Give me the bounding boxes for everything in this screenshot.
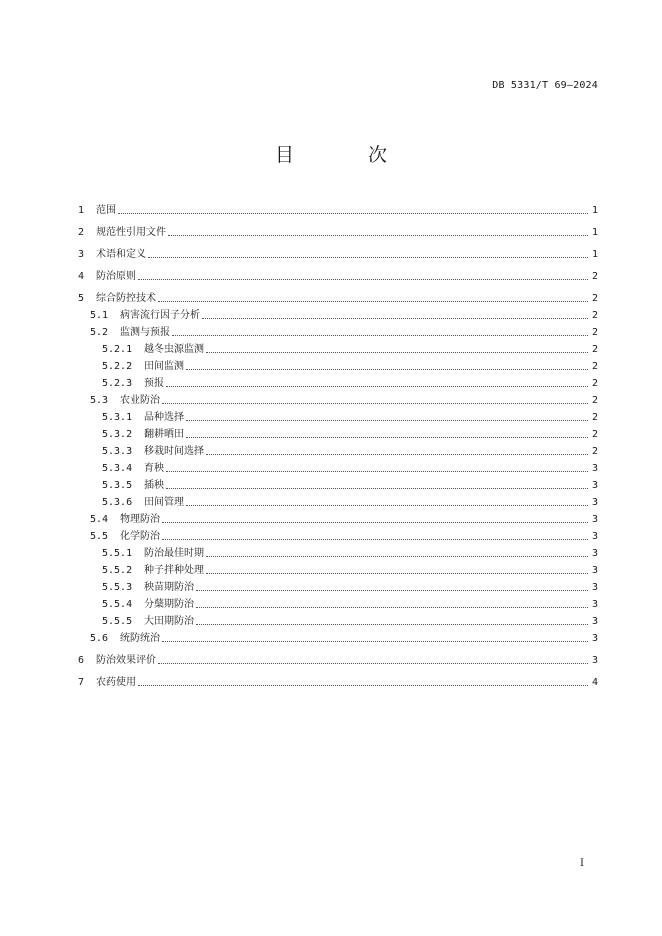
toc-entry-number: 5.5.1 (102, 548, 133, 559)
toc-entry[interactable] (78, 475, 598, 492)
dot-leader (148, 256, 588, 258)
toc-entry-label: 监测与预报 (120, 327, 170, 338)
toc-entry[interactable] (78, 628, 598, 645)
dot-leader (168, 234, 588, 236)
dot-leader (186, 368, 588, 370)
toc-entry-page: 2 (591, 271, 598, 282)
toc-entry[interactable] (78, 373, 598, 390)
dot-leader (206, 555, 588, 557)
toc-entry-number: 3 (78, 249, 85, 260)
toc-entry-number: 5.2.3 (102, 378, 133, 389)
toc-entry-number: 5.3.6 (102, 497, 133, 508)
dot-leader (138, 278, 588, 280)
toc-entry-number: 7 (78, 677, 85, 688)
toc-entry[interactable] (78, 424, 598, 441)
dot-leader (186, 419, 588, 421)
toc-entry-number: 5.5.5 (102, 616, 133, 627)
toc-entry-label: 术语和定义 (96, 249, 146, 260)
toc-entry-label: 防治最佳时期 (144, 548, 204, 559)
toc-entry-label: 综合防控技术 (96, 293, 156, 304)
toc-entry-label: 田间监测 (144, 361, 184, 372)
dot-leader (158, 300, 588, 302)
toc-entry-label: 范围 (96, 205, 116, 216)
toc-entry-page: 3 (591, 655, 598, 666)
dot-leader (206, 453, 588, 455)
toc-entry-label: 种子拌种处理 (144, 565, 204, 576)
dot-leader (158, 662, 588, 664)
toc-entry[interactable] (78, 407, 598, 424)
toc-entry[interactable] (78, 266, 598, 283)
toc-entry[interactable] (78, 222, 598, 239)
page-number: I (580, 858, 584, 869)
toc-entry-page: 3 (591, 463, 598, 474)
toc-entry[interactable] (78, 594, 598, 611)
toc-entry-page: 2 (591, 429, 598, 440)
toc-entry[interactable] (78, 650, 598, 667)
dot-leader (162, 402, 588, 404)
toc-entry-label: 统防统治 (120, 633, 160, 644)
toc-entry-label: 病害流行因子分析 (120, 310, 200, 321)
toc-entry-page: 1 (591, 205, 598, 216)
toc-entry[interactable] (78, 560, 598, 577)
toc-entry-page: 2 (591, 395, 598, 406)
toc-entry[interactable] (78, 543, 598, 560)
toc-entry[interactable] (78, 200, 598, 217)
dot-leader (186, 504, 588, 506)
toc-entry-number: 5.3.5 (102, 480, 133, 491)
toc-entry-page: 3 (591, 548, 598, 559)
toc-entry-page: 3 (591, 616, 598, 627)
toc-entry-page: 4 (591, 677, 598, 688)
toc-entry-page: 3 (591, 633, 598, 644)
toc-entry[interactable] (78, 356, 598, 373)
toc-entry[interactable] (78, 339, 598, 356)
toc-entry-number: 4 (78, 271, 85, 282)
toc-entry-number: 5.5.4 (102, 599, 133, 610)
dot-leader (166, 385, 588, 387)
toc-entry-page: 2 (591, 412, 598, 423)
dot-leader (196, 589, 588, 591)
toc-entry-number: 5.5 (90, 531, 109, 542)
toc-entry-page: 2 (591, 446, 598, 457)
toc-entry[interactable] (78, 526, 598, 543)
toc-entry[interactable] (78, 509, 598, 526)
toc-entry[interactable] (78, 441, 598, 458)
dot-leader (166, 487, 588, 489)
toc-entry-label: 翻耕晒田 (144, 429, 184, 440)
toc-entry-page: 3 (591, 599, 598, 610)
toc-entry-label: 大田期防治 (144, 616, 194, 627)
dot-leader (202, 317, 588, 319)
toc-entry-label: 预报 (144, 378, 164, 389)
toc-entry[interactable] (78, 577, 598, 594)
toc-entry-label: 农业防治 (120, 395, 160, 406)
toc-entry[interactable] (78, 458, 598, 475)
document-code: DB 5331/T 69—2024 (492, 80, 598, 91)
dot-leader (196, 623, 588, 625)
toc-entry-number: 1 (78, 205, 85, 216)
toc-entry-number: 5.2 (90, 327, 109, 338)
dot-leader (162, 640, 588, 642)
dot-leader (172, 334, 588, 336)
toc-entry-label: 防治原则 (96, 271, 136, 282)
toc-entry-number: 5 (78, 293, 85, 304)
toc-entry-label: 农药使用 (96, 677, 136, 688)
toc-entry-number: 5.3.3 (102, 446, 133, 457)
dot-leader (162, 521, 588, 523)
toc-entry-label: 移栽时间选择 (144, 446, 204, 457)
toc-entry-label: 秧苗期防治 (144, 582, 194, 593)
dot-leader (162, 538, 588, 540)
toc-entry-label: 育秧 (144, 463, 164, 474)
dot-leader (196, 606, 588, 608)
dot-leader (166, 470, 588, 472)
toc-entry-label: 分蘖期防治 (144, 599, 194, 610)
toc-entry-number: 2 (78, 227, 85, 238)
toc-entry-page: 2 (591, 310, 598, 321)
toc-entry-page: 3 (591, 531, 598, 542)
toc-entry-label: 品种选择 (144, 412, 184, 423)
toc-entry-page: 3 (591, 514, 598, 525)
toc-entry-label: 规范性引用文件 (96, 227, 166, 238)
toc-entry-page: 3 (591, 497, 598, 508)
toc-entry[interactable] (78, 244, 598, 261)
dot-leader (206, 351, 588, 353)
toc-entry-number: 5.3.2 (102, 429, 133, 440)
toc-entry-page: 2 (591, 293, 598, 304)
dot-leader (186, 436, 588, 438)
toc-entry-number: 6 (78, 655, 85, 666)
toc-entry-number: 5.4 (90, 514, 109, 525)
table-of-contents (78, 200, 598, 689)
toc-entry-number: 5.3.1 (102, 412, 133, 423)
toc-entry-number: 5.1 (90, 310, 109, 321)
toc-entry-label: 物理防治 (120, 514, 160, 525)
toc-entry-page: 2 (591, 361, 598, 372)
dot-leader (138, 684, 588, 686)
toc-entry-label: 化学防治 (120, 531, 160, 542)
dot-leader (118, 212, 588, 214)
toc-entry-number: 5.6 (90, 633, 109, 644)
toc-entry-page: 3 (591, 582, 598, 593)
toc-entry-page: 2 (591, 327, 598, 338)
toc-entry-page: 2 (591, 344, 598, 355)
toc-entry-label: 越冬虫源监测 (144, 344, 204, 355)
toc-entry-number: 5.5.3 (102, 582, 133, 593)
toc-entry-page: 1 (591, 227, 598, 238)
toc-entry-label: 田间管理 (144, 497, 184, 508)
toc-entry-number: 5.2.1 (102, 344, 133, 355)
toc-entry-page: 3 (591, 480, 598, 491)
toc-entry[interactable] (78, 305, 598, 322)
toc-entry-page: 2 (591, 378, 598, 389)
toc-entry-number: 5.3.4 (102, 463, 133, 474)
toc-entry-number: 5.3 (90, 395, 109, 406)
toc-entry-number: 5.5.2 (102, 565, 133, 576)
toc-entry[interactable] (78, 390, 598, 407)
toc-entry-label: 防治效果评价 (96, 655, 156, 666)
toc-entry-page: 1 (591, 249, 598, 260)
toc-entry[interactable] (78, 672, 598, 689)
toc-entry[interactable] (78, 288, 598, 305)
toc-entry-number: 5.2.2 (102, 361, 133, 372)
toc-entry[interactable] (78, 492, 598, 509)
toc-entry-page: 3 (591, 565, 598, 576)
dot-leader (206, 572, 588, 574)
toc-entry[interactable] (78, 611, 598, 628)
page-title: 目 次 (274, 144, 422, 166)
toc-entry-label: 插秧 (144, 480, 164, 491)
toc-entry[interactable] (78, 322, 598, 339)
